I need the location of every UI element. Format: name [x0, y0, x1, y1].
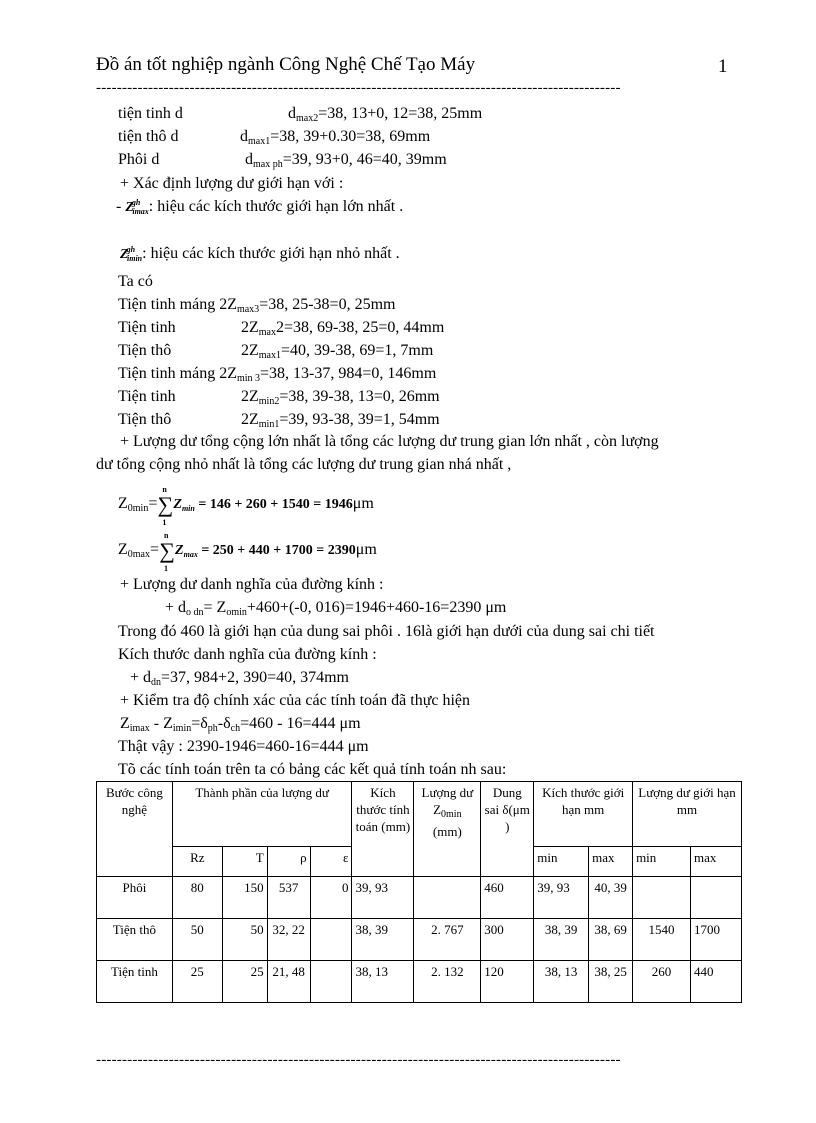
line-tolerance-note: Trong đó 460 là giới hạn của dung sai phôi . 16là giới hạn dưới của dung sai chi tiết: [118, 623, 655, 640]
cell-dmax: 38, 25: [589, 961, 633, 1003]
document-title: Đồ án tốt nghiệp ngành Công Nghệ Chế Tạo Máy: [96, 54, 476, 75]
line-zmax-definition: - $Z^{gh}_{imax}$: hiệu các kích thước giới hạn lớn nhất .: [116, 198, 404, 216]
cell-zmax: 440: [690, 961, 741, 1003]
sum-symbol: n ∑ 1: [157, 485, 174, 527]
line-nominal-allowance: + Lượng dư danh nghĩa của đường kính :: [120, 576, 384, 593]
cell-zmax: [690, 877, 741, 919]
line-determine-allowance: + Xác định lượng dư giới hạn với :: [120, 175, 344, 192]
footer-rule: -----------------------------------------------------------------------------------------------------: [96, 1052, 621, 1068]
cell-allowance: 2. 767: [414, 919, 481, 961]
line-verification: Thật vậy : 2390-1946=460-16=444 μm: [118, 738, 369, 755]
line-finish-zmin2-label: Tiện tinh: [118, 388, 176, 405]
header-tolerance: Dung sai δ(μm ): [481, 782, 534, 877]
cell-size: 38, 13: [352, 961, 414, 1003]
cell-dmin: 38, 13: [534, 961, 589, 1003]
cell-rho: 32, 22: [267, 919, 310, 961]
cell-allowance: 2. 132: [414, 961, 481, 1003]
line-check-formula: $Z_{imax} - Z_{imin}=\delta_{ph}-\delta_{ch}=460 - 16=444$ μm: [120, 715, 361, 734]
cell-rz: 50: [172, 919, 222, 961]
cell-eps: [310, 961, 352, 1003]
page-number: 1: [718, 56, 728, 77]
cell-eps: [310, 919, 352, 961]
line-zmin-definition: $Z^{gh}_{imin}$: hiệu các kích thước giới hạn nhỏ nhất .: [120, 245, 400, 263]
subheader-rz: Rz: [172, 847, 222, 877]
header-limit-allowance: Lượng dư giới hạn mm: [633, 782, 742, 847]
line-finish-turning-label: tiện tinh d: [118, 105, 183, 122]
cell-rho: 537: [267, 877, 310, 919]
line-blank-dmax: $d_{max ph}=39$, 93+0, 46=40, 39mm: [245, 151, 447, 170]
line-finish-zmin2: $2Z_{min2}=38$, 39-38, 13=0, 26mm: [241, 388, 440, 407]
formula-z0min: $Z_{0min}=$ n ∑ 1 $Z_{min} = 146 + 260 + 1540 = 1946\mu m$: [118, 485, 374, 527]
table-row: [97, 877, 742, 919]
subheader-max-allow: max: [690, 847, 741, 877]
subheader-min-allow: min: [633, 847, 691, 877]
subheader-t: T: [222, 847, 267, 877]
header-size: Kích thước tính toán (mm): [352, 782, 414, 877]
line-blank-label: Phôi d: [118, 151, 160, 168]
line-total-allowance-1: + Lượng dư tổng cộng lớn nhất là tổng các lượng dư trung gian lớn nhất , còn lượng: [120, 433, 659, 450]
cell-zmax: 1700: [690, 919, 741, 961]
cell-eps: 0: [310, 877, 352, 919]
cell-t: 150: [222, 877, 267, 919]
line-rough-zmax1: $2Z_{max1}=40$, 39-38, 69=1, 7mm: [241, 342, 434, 361]
cell-tolerance: 300: [481, 919, 534, 961]
line-groove-zmin3: Tiện tinh máng $2Z_{min 3}=38$, 13-37, 984=0, 146mm: [118, 365, 437, 384]
header-components: Thành phần của lượng dư: [172, 782, 352, 847]
z-imax-symbol: $Z^{gh}_{imax}$: [125, 198, 149, 216]
cell-step: Tiện thô: [97, 919, 173, 961]
cell-t: 50: [222, 919, 267, 961]
line-rough-zmin1-label: Tiện thô: [118, 411, 172, 428]
line-total-allowance-2: dư tổng cộng nhỏ nhất là tổng các lượng dư trung gian nhá nhất ,: [96, 456, 512, 473]
line-rough-turning-label: tiện thô d: [118, 128, 179, 145]
subheader-eps: ε: [310, 847, 352, 877]
subheader-max-size: max: [589, 847, 633, 877]
line-d0dn-formula: + $d_{o dn}= Z_{omin}+460+(-0$, 016)=1946+460-16=2390 μm: [165, 599, 507, 618]
line-nominal-size: Kích thước danh nghĩa của đường kính :: [118, 646, 377, 663]
line-table-intro: Tõ các tính toán trên ta có bảng các kết quả tính toán nh sau:: [118, 761, 507, 778]
cell-zmin: [633, 877, 691, 919]
header-limit-size: Kích thước giới hạn mm: [534, 782, 633, 847]
line-we-have: Ta có: [118, 273, 153, 290]
line-rough-turning-dmax: $d_{max1}=38$, 39+0.30=38, 69mm: [240, 128, 431, 147]
cell-dmax: 40, 39: [589, 877, 633, 919]
sum-symbol: n ∑ 1: [159, 531, 175, 573]
cell-dmin: 39, 93: [534, 877, 589, 919]
cell-dmin: 38, 39: [534, 919, 589, 961]
cell-size: 38, 39: [352, 919, 414, 961]
cell-dmax: 38, 69: [589, 919, 633, 961]
z-imin-symbol: $Z^{gh}_{imin}$: [120, 245, 143, 263]
cell-t: 25: [222, 961, 267, 1003]
line-ddn-formula: + $d_{dn}=37$, 984+2, 390=40, 374mm: [130, 669, 349, 688]
cell-step: Phôi: [97, 877, 173, 919]
results-table: [96, 781, 742, 1003]
line-rough-zmin1: $2Z_{min1}=39$, 93-38, 39=1, 54mm: [241, 411, 440, 430]
header-allowance: Lượng dư $Z_{0min}$ (mm): [414, 782, 481, 877]
cell-tolerance: 120: [481, 961, 534, 1003]
line-finish-zmax2: $2Z_{max}2=38$, 69-38, 25=0, 44mm: [241, 319, 445, 338]
table-row: [97, 961, 742, 1003]
formula-z0max: $Z_{0max}=$ n ∑ 1 $Z_{max} = 250 + 440 + 1700 = 2390\mu m$: [118, 531, 377, 573]
table-row: [97, 919, 742, 961]
subheader-min-size: min: [534, 847, 589, 877]
subheader-rho: ρ: [267, 847, 310, 877]
line-groove-zmax3: Tiện tinh máng $2Z_{max3}=38$, 25-38=0, 25mm: [118, 296, 396, 315]
line-finish-zmax2-label: Tiện tinh: [118, 319, 176, 336]
cell-zmin: 260: [633, 961, 691, 1003]
header-rule: -----------------------------------------------------------------------------------------------------: [96, 80, 621, 96]
header-step: Bước công nghệ: [97, 782, 173, 877]
cell-step: Tiện tinh: [97, 961, 173, 1003]
cell-rho: 21, 48: [267, 961, 310, 1003]
cell-tolerance: 460: [481, 877, 534, 919]
cell-size: 39, 93: [352, 877, 414, 919]
line-finish-turning-dmax: $d_{max2}=38$, 13+0, 12=38, 25mm: [288, 105, 483, 124]
cell-allowance: [414, 877, 481, 919]
line-check-accuracy: + Kiểm tra độ chính xác của các tính toán đã thực hiện: [120, 692, 471, 709]
cell-rz: 25: [172, 961, 222, 1003]
cell-zmin: 1540: [633, 919, 691, 961]
table-header-row: [97, 782, 742, 847]
cell-rz: 80: [172, 877, 222, 919]
line-rough-zmax1-label: Tiện thô: [118, 342, 172, 359]
